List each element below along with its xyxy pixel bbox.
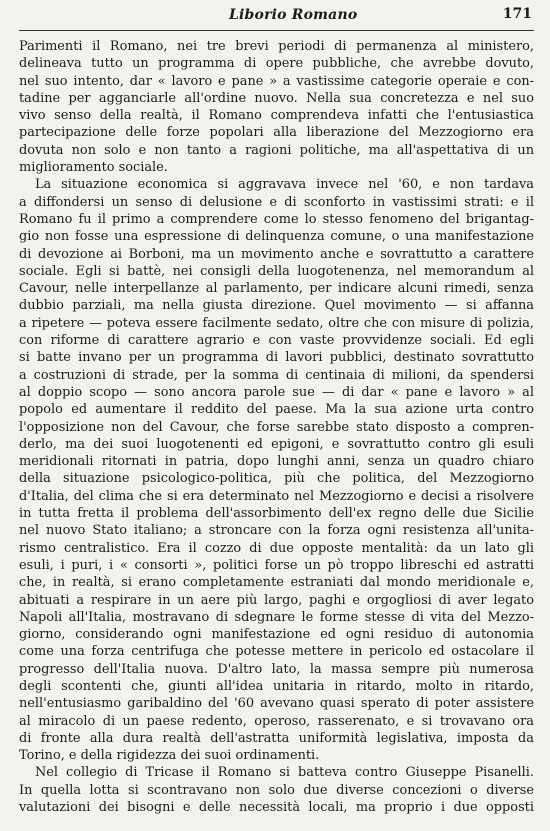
text-line: a diffondersi un senso di delusione e di sconforto in vastissimi strati: e il: [19, 194, 534, 210]
text-line: si batte invano per un programma di lavori pubblici, destinato sovrattutto: [19, 350, 534, 366]
text-line: a ripetere — poteva essere facilmente sedato, oltre che con misure di polizia,: [19, 315, 534, 331]
text-line: della situazione psicologico-politica, più che politica, del Mezzogiorno: [19, 471, 534, 487]
text-line: come una forza centrifuga che potesse mettere in pericolo ed ostacolare il: [19, 644, 534, 660]
text-line: valutazioni dei bisogni e delle necessità locali, ma proprio i due opposti: [19, 800, 534, 816]
text-line: Romano fu il primo a comprendere come lo stesso fenomeno del brigantag-: [19, 211, 534, 227]
text-line: al miracolo di un paese redento, operoso, rasserenato, e si trovavano ora: [19, 713, 534, 729]
text-line: progresso dell'Italia nuova. D'altro lato, la massa sempre più numerosa: [19, 661, 534, 677]
page-number: 171: [502, 6, 532, 22]
text-line: Torino, e della rigidezza dei suoi ordinamenti.: [19, 748, 320, 764]
text-line: di devozione ai Borboni, ma un movimento anche e sovrattutto a carattere: [19, 246, 534, 262]
text-line: di fronte alla dura realtà dell'astratta uniformità legislativa, imposta da: [19, 730, 534, 746]
text-line: meridionali ritornati in patria, dopo lunghi anni, senza un quadro chiaro: [19, 454, 534, 470]
text-line: Nel collegio di Tricase il Romano si batteva contro Giuseppe Pisanelli.: [35, 765, 534, 781]
text-line: dubbio parziali, ma nella giusta direzione. Quel movimento — si affanna: [19, 298, 534, 314]
running-title: Liborio Romano: [229, 7, 358, 23]
text-line: nel nuovo Stato italiano; a stroncare con la forza ogni resistenza all'unita-: [19, 523, 534, 539]
text-line: popolo ed aumentare il reddito del paese. Ma la sua azione urta contro: [19, 402, 534, 418]
text-line: giorno, considerando ogni manifestazione ed ogni residuo di autonomia: [19, 627, 534, 643]
text-line: delineava tutto un programma di opere pubbliche, che avrebbe dovuto,: [19, 56, 534, 72]
text-line: vivo senso della realtà, il Romano comprendeva infatti che l'entusiastica: [19, 108, 534, 124]
text-line: rismo centralistico. Era il cozzo di due opposte mentalità: da un lato gli: [19, 540, 534, 556]
text-line: Parimenti il Romano, nei tre brevi periodi di permanenza al ministero,: [19, 39, 534, 54]
text-line: a costruzioni di strade, per la somma di centinaia di milioni, da spendersi: [19, 367, 534, 383]
text-line: Cavour, nelle interpellanze al parlamento, per indicare alcuni rimedi, senza: [19, 281, 534, 297]
text-line: miglioramento sociale.: [19, 160, 168, 176]
text-line: che, in realtà, si erano completamente estraniati dal mondo meridionale e,: [19, 575, 534, 591]
text-line: Napoli all'Italia, mostravano di sdegnare le forme stesse di vita del Mezzo-: [19, 609, 534, 625]
text-line: In quella lotta si scontravano non solo due diverse concezioni o diverse: [19, 782, 534, 798]
paragraph: [19, 764, 534, 816]
paragraph: [19, 176, 534, 764]
body-text: [19, 38, 534, 816]
text-line: abituati a respirare in un aere più largo, paghi e orgogliosi di aver legato: [19, 592, 534, 608]
paragraph: [19, 38, 534, 176]
book-page: [19, 0, 534, 831]
header-rule: [19, 30, 534, 31]
text-line: partecipazione delle forze popolari alla liberazione del Mezzogiorno era: [19, 125, 534, 141]
text-line: nel suo intento, dar « lavoro e pane » a vastissime categorie operaie e con-: [19, 73, 534, 89]
text-line: l'opposizione non del Cavour, che forse sarebbe stato disposto a compren-: [19, 419, 534, 435]
text-line: tadine per agganciarle all'ordine nuovo. Nella sua concretezza e nel suo: [19, 90, 534, 106]
text-line: gio non fosse una espressione di delinquenza comune, o una manifestazione: [19, 229, 534, 245]
text-line: al doppio scopo — sono ancora parole sue — di dar « pane e lavoro » al: [19, 384, 534, 400]
text-line: in tutta fretta il problema dell'assorbimento dell'ex regno delle due Sicilie: [19, 506, 534, 522]
text-line: d'Italia, del clima che si era determinato nel Mezzogiorno e decisi a risolvere: [19, 488, 534, 504]
text-line: sociale. Egli si battè, nei consigli della luogotenenza, nel memorandum al: [19, 263, 534, 279]
text-line: nell'entusiasmo garibaldino del '60 avevano quasi sperato di poter assistere: [19, 696, 534, 712]
text-line: esuli, i puri, i « consorti », politici forse un pò troppo libreschi ed astratti: [19, 557, 534, 573]
text-line: con riforme di carattere agrario e con vaste provvidenze sociali. Ed egli: [19, 333, 534, 349]
page-header: [19, 6, 534, 26]
text-line: degli scontenti che, giunti all'idea unitaria in ritardo, molto in ritardo,: [19, 678, 534, 694]
text-line: La situazione economica si aggravava invece nel '60, e non tardava: [35, 177, 534, 193]
text-line: derlo, ma dei suoi luogotenenti ed epigoni, e sovrattutto contro gli esuli: [19, 436, 534, 452]
text-line: dovuta non solo e non tanto a ragioni politiche, ma all'aspettativa di un: [19, 142, 534, 158]
